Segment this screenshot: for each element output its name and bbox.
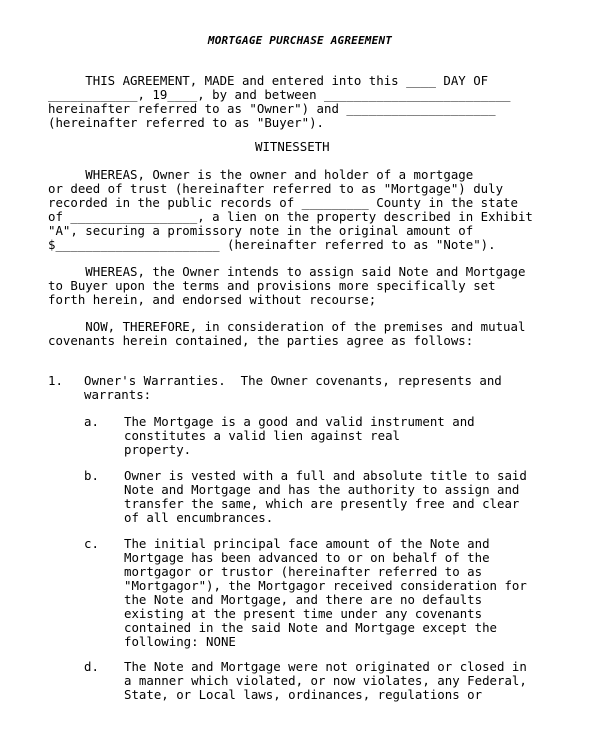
whereas2-line: to Buyer upon the terms and provisions more specifically set — [48, 278, 496, 293]
intro-line: hereinafter referred to as "Owner") and ____________________ — [48, 101, 496, 116]
item-b-line: transfer the same, which are presently free and clear — [124, 496, 520, 511]
now-therefore-line: NOW, THEREFORE, in consideration of the premises and mutual — [48, 319, 526, 334]
item-d-line: The Note and Mortgage were not originated or closed in — [124, 659, 527, 674]
section-heading-line: Owner's Warranties. The Owner covenants, represents and — [84, 373, 502, 388]
item-a-line: constitutes a valid lien against real — [124, 428, 401, 443]
item-a-line: The Mortgage is a good and valid instrument and — [124, 414, 475, 429]
whereas1-line: $______________________ (hereinafter referred to as "Note"). — [48, 237, 496, 252]
item-c-line: the Note and Mortgage, and there are no defaults — [124, 592, 483, 607]
item-d-line: a manner which violated, or now violates, any Federal, — [124, 673, 527, 688]
item-letter: b. — [84, 468, 99, 483]
intro-line: THIS AGREEMENT, MADE and entered into this ____ DAY OF — [48, 73, 489, 88]
item-c-line: Mortgage has been advanced to or on behalf of the — [124, 550, 490, 565]
whereas1-line: WHEREAS, Owner is the owner and holder of a mortgage — [48, 167, 474, 182]
item-c-line: contained in the said Note and Mortgage except the — [124, 620, 497, 635]
item-letter: a. — [84, 414, 99, 429]
whereas2-line: forth herein, and endorsed without recourse; — [48, 292, 377, 307]
item-c-line: mortgagor or trustor (hereinafter referred to as — [124, 564, 483, 579]
item-b-line: Note and Mortgage and has the authority to assign and — [124, 482, 520, 497]
item-letter: c. — [84, 536, 99, 551]
section-heading-line: warrants: — [84, 387, 152, 402]
intro-line: (hereinafter referred to as "Buyer"). — [48, 115, 325, 130]
item-b-line: Owner is vested with a full and absolute title to said — [124, 468, 527, 483]
item-b-line: of all encumbrances. — [124, 510, 274, 525]
whereas1-line: recorded in the public records of _________ County in the state — [48, 195, 518, 210]
item-letter: d. — [84, 659, 99, 674]
witnesseth-heading: WITNESSETH — [255, 139, 330, 154]
whereas2-line: WHEREAS, the Owner intends to assign said Note and Mortgage — [48, 264, 526, 279]
item-c-line: existing at the present time under any covenants — [124, 606, 483, 621]
intro-line: ____________, 19____, by and between _________________________ — [48, 87, 511, 102]
whereas1-line: of _________________, a lien on the property described in Exhibit — [48, 209, 533, 224]
item-d-line: State, or Local laws, ordinances, regulations or — [124, 687, 483, 702]
item-a-line: property. — [124, 442, 192, 457]
item-c-line: "Mortgagor"), the Mortgagor received consideration for — [124, 578, 527, 593]
item-c-line: following: NONE — [124, 634, 236, 649]
item-c-line: The initial principal face amount of the Note and — [124, 536, 490, 551]
document-title: MORTGAGE PURCHASE AGREEMENT — [207, 34, 393, 47]
now-therefore-line: covenants herein contained, the parties agree as follows: — [48, 333, 474, 348]
section-number: 1. — [48, 373, 63, 388]
whereas1-line: or deed of trust (hereinafter referred to as "Mortgage") duly — [48, 181, 504, 196]
whereas1-line: "A", securing a promissory note in the original amount of — [48, 223, 474, 238]
